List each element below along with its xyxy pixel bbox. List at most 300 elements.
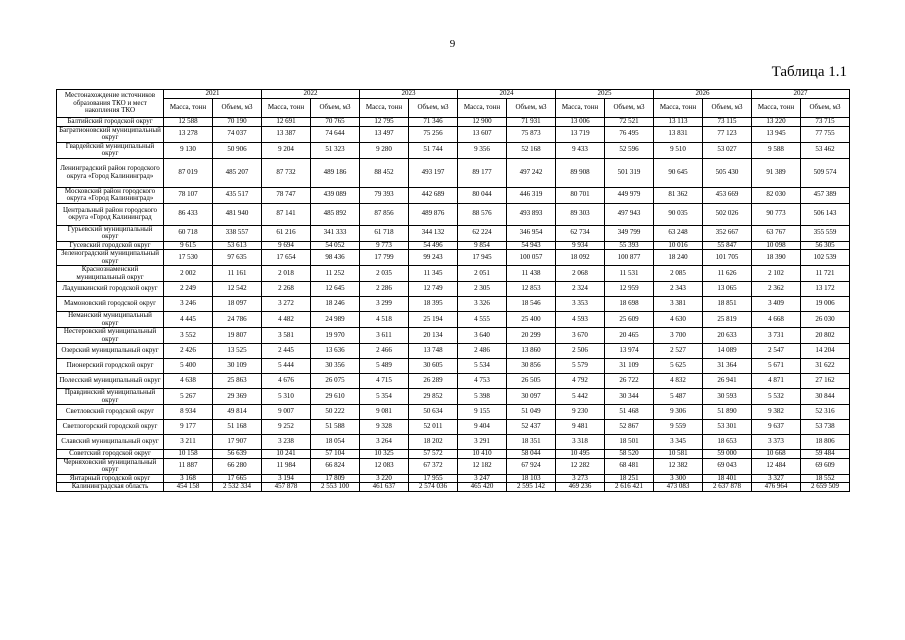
cell-mass: 4 676	[262, 374, 311, 389]
cell-mass: 12 900	[458, 118, 507, 127]
cell-mass: 9 773	[360, 241, 409, 250]
cell-volume: 73 115	[703, 118, 752, 127]
row-location-name: Гвардейский муниципальный округ	[57, 142, 164, 158]
cell-mass: 3 353	[556, 297, 605, 312]
cell-mass: 457 878	[262, 483, 311, 492]
cell-volume: 70 765	[311, 118, 360, 127]
cell-mass: 13 831	[654, 126, 703, 142]
row-location-name: Полесский муниципальный округ	[57, 374, 164, 389]
cell-mass: 12 588	[164, 118, 213, 127]
cell-mass: 9 155	[458, 405, 507, 420]
cell-volume: 53 613	[213, 241, 262, 250]
cell-mass: 9 559	[654, 420, 703, 435]
row-location-name: Пионерский городской округ	[57, 359, 164, 374]
cell-mass: 13 220	[752, 118, 801, 127]
header-volume: Объем, м3	[605, 99, 654, 118]
cell-volume: 14 089	[703, 344, 752, 359]
cell-volume: 97 635	[213, 250, 262, 266]
cell-volume: 20 802	[801, 328, 850, 344]
cell-volume: 457 389	[801, 187, 850, 203]
row-location-name: Гусевский городской округ	[57, 241, 164, 250]
cell-mass: 5 625	[654, 359, 703, 374]
cell-mass: 88 452	[360, 158, 409, 187]
cell-volume: 52 316	[801, 405, 850, 420]
cell-volume: 493 893	[507, 203, 556, 225]
header-year: 2024	[458, 90, 556, 99]
cell-volume: 98 436	[311, 250, 360, 266]
header-volume: Объем, м3	[703, 99, 752, 118]
cell-mass: 3 327	[752, 474, 801, 483]
cell-mass: 4 555	[458, 312, 507, 328]
cell-mass: 10 668	[752, 450, 801, 459]
cell-mass: 3 194	[262, 474, 311, 483]
header-mass: Масса, тонн	[556, 99, 605, 118]
cell-volume: 74 037	[213, 126, 262, 142]
table-row	[57, 450, 850, 459]
cell-mass: 18 092	[556, 250, 605, 266]
cell-volume: 18 395	[409, 297, 458, 312]
cell-mass: 9 306	[654, 405, 703, 420]
cell-volume: 12 959	[605, 282, 654, 297]
cell-volume: 18 351	[507, 435, 556, 450]
cell-mass: 4 832	[654, 374, 703, 389]
cell-volume: 30 593	[703, 389, 752, 405]
cell-mass: 454 158	[164, 483, 213, 492]
cell-volume: 24 989	[311, 312, 360, 328]
table-row	[57, 250, 850, 266]
cell-volume: 17 665	[213, 474, 262, 483]
cell-volume: 31 109	[605, 359, 654, 374]
cell-mass: 9 854	[458, 241, 507, 250]
cell-volume: 100 057	[507, 250, 556, 266]
cell-mass: 3 373	[752, 435, 801, 450]
header-year: 2022	[262, 90, 360, 99]
cell-mass: 473 083	[654, 483, 703, 492]
cell-mass: 3 640	[458, 328, 507, 344]
row-location-name: Озерский муниципальный округ	[57, 344, 164, 359]
cell-mass: 3 264	[360, 435, 409, 450]
cell-mass: 3 168	[164, 474, 213, 483]
cell-mass: 87 856	[360, 203, 409, 225]
cell-mass: 2 426	[164, 344, 213, 359]
cell-mass: 4 638	[164, 374, 213, 389]
cell-volume: 31 622	[801, 359, 850, 374]
cell-mass: 13 387	[262, 126, 311, 142]
cell-mass: 3 409	[752, 297, 801, 312]
cell-volume: 52 867	[605, 420, 654, 435]
table-row	[57, 389, 850, 405]
cell-volume: 25 819	[703, 312, 752, 328]
cell-volume: 30 097	[507, 389, 556, 405]
cell-mass: 3 291	[458, 435, 507, 450]
cell-volume: 50 634	[409, 405, 458, 420]
row-location-name: Неманский муниципальный округ	[57, 312, 164, 328]
cell-volume: 66 824	[311, 458, 360, 474]
cell-mass: 87 732	[262, 158, 311, 187]
cell-mass: 465 420	[458, 483, 507, 492]
cell-volume: 30 605	[409, 359, 458, 374]
cell-mass: 9 177	[164, 420, 213, 435]
cell-mass: 2 506	[556, 344, 605, 359]
cell-mass: 5 354	[360, 389, 409, 405]
cell-volume: 55 847	[703, 241, 752, 250]
cell-volume: 99 243	[409, 250, 458, 266]
waste-volume-table	[56, 89, 850, 492]
cell-volume: 11 438	[507, 266, 556, 282]
cell-volume: 493 197	[409, 158, 458, 187]
cell-volume: 18 546	[507, 297, 556, 312]
cell-volume: 53 738	[801, 420, 850, 435]
cell-mass: 89 908	[556, 158, 605, 187]
header-mass: Масса, тонн	[654, 99, 703, 118]
table-row	[57, 142, 850, 158]
cell-volume: 31 364	[703, 359, 752, 374]
cell-volume: 51 588	[311, 420, 360, 435]
row-location-name: Советский городской округ	[57, 450, 164, 459]
table-row	[57, 225, 850, 241]
cell-volume: 75 256	[409, 126, 458, 142]
cell-volume: 446 319	[507, 187, 556, 203]
row-location-name: Московский район городского округа «Город Калининград»	[57, 187, 164, 203]
cell-volume: 481 940	[213, 203, 262, 225]
table-row	[57, 474, 850, 483]
cell-volume: 30 109	[213, 359, 262, 374]
cell-volume: 76 495	[605, 126, 654, 142]
cell-volume: 52 011	[409, 420, 458, 435]
table-row	[57, 458, 850, 474]
cell-mass: 78 107	[164, 187, 213, 203]
header-volume: Объем, м3	[409, 99, 458, 118]
cell-mass: 9 356	[458, 142, 507, 158]
cell-volume: 13 860	[507, 344, 556, 359]
cell-volume: 52 596	[605, 142, 654, 158]
table-row	[57, 266, 850, 282]
cell-mass: 9 130	[164, 142, 213, 158]
cell-mass: 89 177	[458, 158, 507, 187]
row-location-name: Черняховский муниципальный округ	[57, 458, 164, 474]
cell-mass: 81 362	[654, 187, 703, 203]
cell-mass: 2 102	[752, 266, 801, 282]
cell-mass: 4 668	[752, 312, 801, 328]
cell-volume: 27 162	[801, 374, 850, 389]
table-row	[57, 297, 850, 312]
cell-volume: 73 715	[801, 118, 850, 127]
cell-volume: 67 924	[507, 458, 556, 474]
cell-mass: 9 934	[556, 241, 605, 250]
cell-volume: 18 202	[409, 435, 458, 450]
cell-volume: 30 844	[801, 389, 850, 405]
cell-mass: 3 238	[262, 435, 311, 450]
cell-volume: 453 669	[703, 187, 752, 203]
cell-volume: 29 610	[311, 389, 360, 405]
cell-volume: 439 089	[311, 187, 360, 203]
cell-volume: 18 103	[507, 474, 556, 483]
cell-mass: 4 792	[556, 374, 605, 389]
cell-volume: 19 006	[801, 297, 850, 312]
cell-mass: 5 489	[360, 359, 409, 374]
cell-mass: 9 510	[654, 142, 703, 158]
header-volume: Объем, м3	[213, 99, 262, 118]
cell-volume: 29 852	[409, 389, 458, 405]
header-year: 2026	[654, 90, 752, 99]
row-location-name: Светловский городской округ	[57, 405, 164, 420]
cell-volume: 12 542	[213, 282, 262, 297]
cell-volume: 53 301	[703, 420, 752, 435]
cell-mass: 4 871	[752, 374, 801, 389]
cell-mass: 9 230	[556, 405, 605, 420]
cell-mass: 5 487	[654, 389, 703, 405]
table-row	[57, 118, 850, 127]
cell-volume: 30 856	[507, 359, 556, 374]
cell-volume: 26 722	[605, 374, 654, 389]
cell-mass: 9 007	[262, 405, 311, 420]
cell-mass: 3 247	[458, 474, 507, 483]
cell-mass: 9 252	[262, 420, 311, 435]
cell-volume: 51 468	[605, 405, 654, 420]
cell-volume: 18 054	[311, 435, 360, 450]
header-mass: Масса, тонн	[458, 99, 507, 118]
cell-mass: 9 404	[458, 420, 507, 435]
cell-volume: 346 954	[507, 225, 556, 241]
cell-volume: 20 633	[703, 328, 752, 344]
cell-volume: 25 194	[409, 312, 458, 328]
table-row	[57, 203, 850, 225]
cell-volume: 67 372	[409, 458, 458, 474]
header-volume: Объем, м3	[801, 99, 850, 118]
cell-volume: 344 132	[409, 225, 458, 241]
cell-mass: 86 433	[164, 203, 213, 225]
cell-volume: 17 955	[409, 474, 458, 483]
cell-volume: 502 026	[703, 203, 752, 225]
cell-mass: 63 767	[752, 225, 801, 241]
row-location-name: Ленинградский район городского округа «Город Калининград»	[57, 158, 164, 187]
cell-mass: 2 343	[654, 282, 703, 297]
cell-volume: 18 851	[703, 297, 752, 312]
cell-volume: 2 595 142	[507, 483, 556, 492]
cell-mass: 10 098	[752, 241, 801, 250]
cell-volume: 341 333	[311, 225, 360, 241]
cell-volume: 59 000	[703, 450, 752, 459]
cell-volume: 69 609	[801, 458, 850, 474]
cell-mass: 62 224	[458, 225, 507, 241]
cell-volume: 14 204	[801, 344, 850, 359]
cell-volume: 54 943	[507, 241, 556, 250]
cell-volume: 442 689	[409, 187, 458, 203]
cell-mass: 2 002	[164, 266, 213, 282]
cell-volume: 2 574 036	[409, 483, 458, 492]
cell-volume: 13 636	[311, 344, 360, 359]
cell-mass: 3 345	[654, 435, 703, 450]
cell-mass: 4 518	[360, 312, 409, 328]
cell-mass: 3 326	[458, 297, 507, 312]
cell-mass: 18 240	[654, 250, 703, 266]
cell-mass: 4 630	[654, 312, 703, 328]
cell-volume: 51 323	[311, 142, 360, 158]
table-row	[57, 344, 850, 359]
cell-volume: 51 168	[213, 420, 262, 435]
table-row	[57, 374, 850, 389]
table-caption: Таблица 1.1	[771, 64, 847, 80]
cell-volume: 50 222	[311, 405, 360, 420]
cell-mass: 8 934	[164, 405, 213, 420]
cell-volume: 56 305	[801, 241, 850, 250]
cell-volume: 11 345	[409, 266, 458, 282]
cell-mass: 5 444	[262, 359, 311, 374]
table-row	[57, 187, 850, 203]
cell-volume: 12 645	[311, 282, 360, 297]
cell-mass: 91 389	[752, 158, 801, 187]
cell-volume: 2 553 100	[311, 483, 360, 492]
cell-volume: 505 430	[703, 158, 752, 187]
cell-volume: 75 873	[507, 126, 556, 142]
cell-volume: 485 207	[213, 158, 262, 187]
cell-volume: 54 496	[409, 241, 458, 250]
cell-volume: 18 246	[311, 297, 360, 312]
cell-volume: 2 616 421	[605, 483, 654, 492]
cell-mass: 17 799	[360, 250, 409, 266]
cell-mass: 4 753	[458, 374, 507, 389]
cell-volume: 13 974	[605, 344, 654, 359]
cell-volume: 30 344	[605, 389, 654, 405]
row-location-name: Гурьевский муниципальный округ	[57, 225, 164, 241]
header-year: 2021	[164, 90, 262, 99]
cell-mass: 10 016	[654, 241, 703, 250]
cell-mass: 469 236	[556, 483, 605, 492]
cell-mass: 10 410	[458, 450, 507, 459]
cell-volume: 24 786	[213, 312, 262, 328]
row-location-name: Балтийский городской округ	[57, 118, 164, 127]
cell-volume: 52 168	[507, 142, 556, 158]
cell-volume: 26 505	[507, 374, 556, 389]
cell-mass: 87 019	[164, 158, 213, 187]
cell-mass: 9 081	[360, 405, 409, 420]
cell-mass: 5 671	[752, 359, 801, 374]
cell-mass: 461 637	[360, 483, 409, 492]
cell-volume: 25 609	[605, 312, 654, 328]
cell-volume: 13 065	[703, 282, 752, 297]
cell-mass: 90 645	[654, 158, 703, 187]
cell-volume: 11 161	[213, 266, 262, 282]
cell-mass: 3 246	[164, 297, 213, 312]
cell-volume: 18 251	[605, 474, 654, 483]
row-location-name: Янтарный городской округ	[57, 474, 164, 483]
cell-volume: 17 907	[213, 435, 262, 450]
cell-mass: 12 382	[654, 458, 703, 474]
header-volume: Объем, м3	[311, 99, 360, 118]
cell-mass: 4 715	[360, 374, 409, 389]
cell-mass: 80 044	[458, 187, 507, 203]
cell-volume: 2 659 509	[801, 483, 850, 492]
cell-mass: 3 211	[164, 435, 213, 450]
cell-volume: 497 943	[605, 203, 654, 225]
cell-mass: 2 085	[654, 266, 703, 282]
row-location-name: Правдинский муниципальный округ	[57, 389, 164, 405]
cell-mass: 10 581	[654, 450, 703, 459]
table-body	[57, 118, 850, 492]
cell-volume: 51 049	[507, 405, 556, 420]
cell-volume: 20 465	[605, 328, 654, 344]
table-row	[57, 420, 850, 435]
cell-mass: 87 141	[262, 203, 311, 225]
table-row	[57, 126, 850, 142]
header-mass: Масса, тонн	[752, 99, 801, 118]
cell-volume: 51 890	[703, 405, 752, 420]
cell-mass: 62 734	[556, 225, 605, 241]
row-location-name: Калининградская область	[57, 483, 164, 492]
cell-volume: 485 892	[311, 203, 360, 225]
cell-volume: 71 931	[507, 118, 556, 127]
cell-mass: 82 030	[752, 187, 801, 203]
cell-volume: 55 393	[605, 241, 654, 250]
cell-mass: 13 113	[654, 118, 703, 127]
cell-mass: 63 248	[654, 225, 703, 241]
cell-mass: 9 382	[752, 405, 801, 420]
cell-volume: 20 299	[507, 328, 556, 344]
cell-mass: 61 216	[262, 225, 311, 241]
cell-volume: 102 539	[801, 250, 850, 266]
cell-volume: 56 639	[213, 450, 262, 459]
cell-mass: 10 241	[262, 450, 311, 459]
cell-volume: 58 520	[605, 450, 654, 459]
cell-mass: 9 588	[752, 142, 801, 158]
cell-mass: 3 318	[556, 435, 605, 450]
cell-mass: 2 018	[262, 266, 311, 282]
cell-mass: 2 324	[556, 282, 605, 297]
cell-mass: 9 280	[360, 142, 409, 158]
cell-volume: 18 401	[703, 474, 752, 483]
cell-volume: 53 027	[703, 142, 752, 158]
cell-mass: 3 670	[556, 328, 605, 344]
cell-mass: 12 083	[360, 458, 409, 474]
cell-mass: 2 547	[752, 344, 801, 359]
cell-volume: 70 190	[213, 118, 262, 127]
row-location-name: Ладушкинский городской округ	[57, 282, 164, 297]
cell-mass: 9 694	[262, 241, 311, 250]
cell-volume: 449 979	[605, 187, 654, 203]
cell-mass: 2 286	[360, 282, 409, 297]
cell-mass: 90 035	[654, 203, 703, 225]
cell-volume: 506 143	[801, 203, 850, 225]
cell-mass: 80 701	[556, 187, 605, 203]
cell-volume: 19 970	[311, 328, 360, 344]
cell-volume: 72 521	[605, 118, 654, 127]
cell-volume: 77 123	[703, 126, 752, 142]
cell-mass: 18 390	[752, 250, 801, 266]
cell-volume: 68 481	[605, 458, 654, 474]
cell-mass: 2 305	[458, 282, 507, 297]
cell-mass: 5 310	[262, 389, 311, 405]
cell-mass: 2 035	[360, 266, 409, 282]
table-row	[57, 483, 850, 492]
cell-mass: 2 527	[654, 344, 703, 359]
cell-mass: 3 381	[654, 297, 703, 312]
cell-volume: 18 653	[703, 435, 752, 450]
cell-mass: 3 272	[262, 297, 311, 312]
cell-mass: 2 249	[164, 282, 213, 297]
cell-mass: 5 267	[164, 389, 213, 405]
cell-volume: 489 876	[409, 203, 458, 225]
cell-volume: 18 806	[801, 435, 850, 450]
cell-mass: 3 611	[360, 328, 409, 344]
cell-volume: 2 532 334	[213, 483, 262, 492]
cell-mass: 3 731	[752, 328, 801, 344]
cell-mass: 11 984	[262, 458, 311, 474]
row-location-name: Мамоновский городской округ	[57, 297, 164, 312]
cell-mass: 476 964	[752, 483, 801, 492]
table-row	[57, 405, 850, 420]
cell-volume: 19 807	[213, 328, 262, 344]
cell-volume: 11 626	[703, 266, 752, 282]
